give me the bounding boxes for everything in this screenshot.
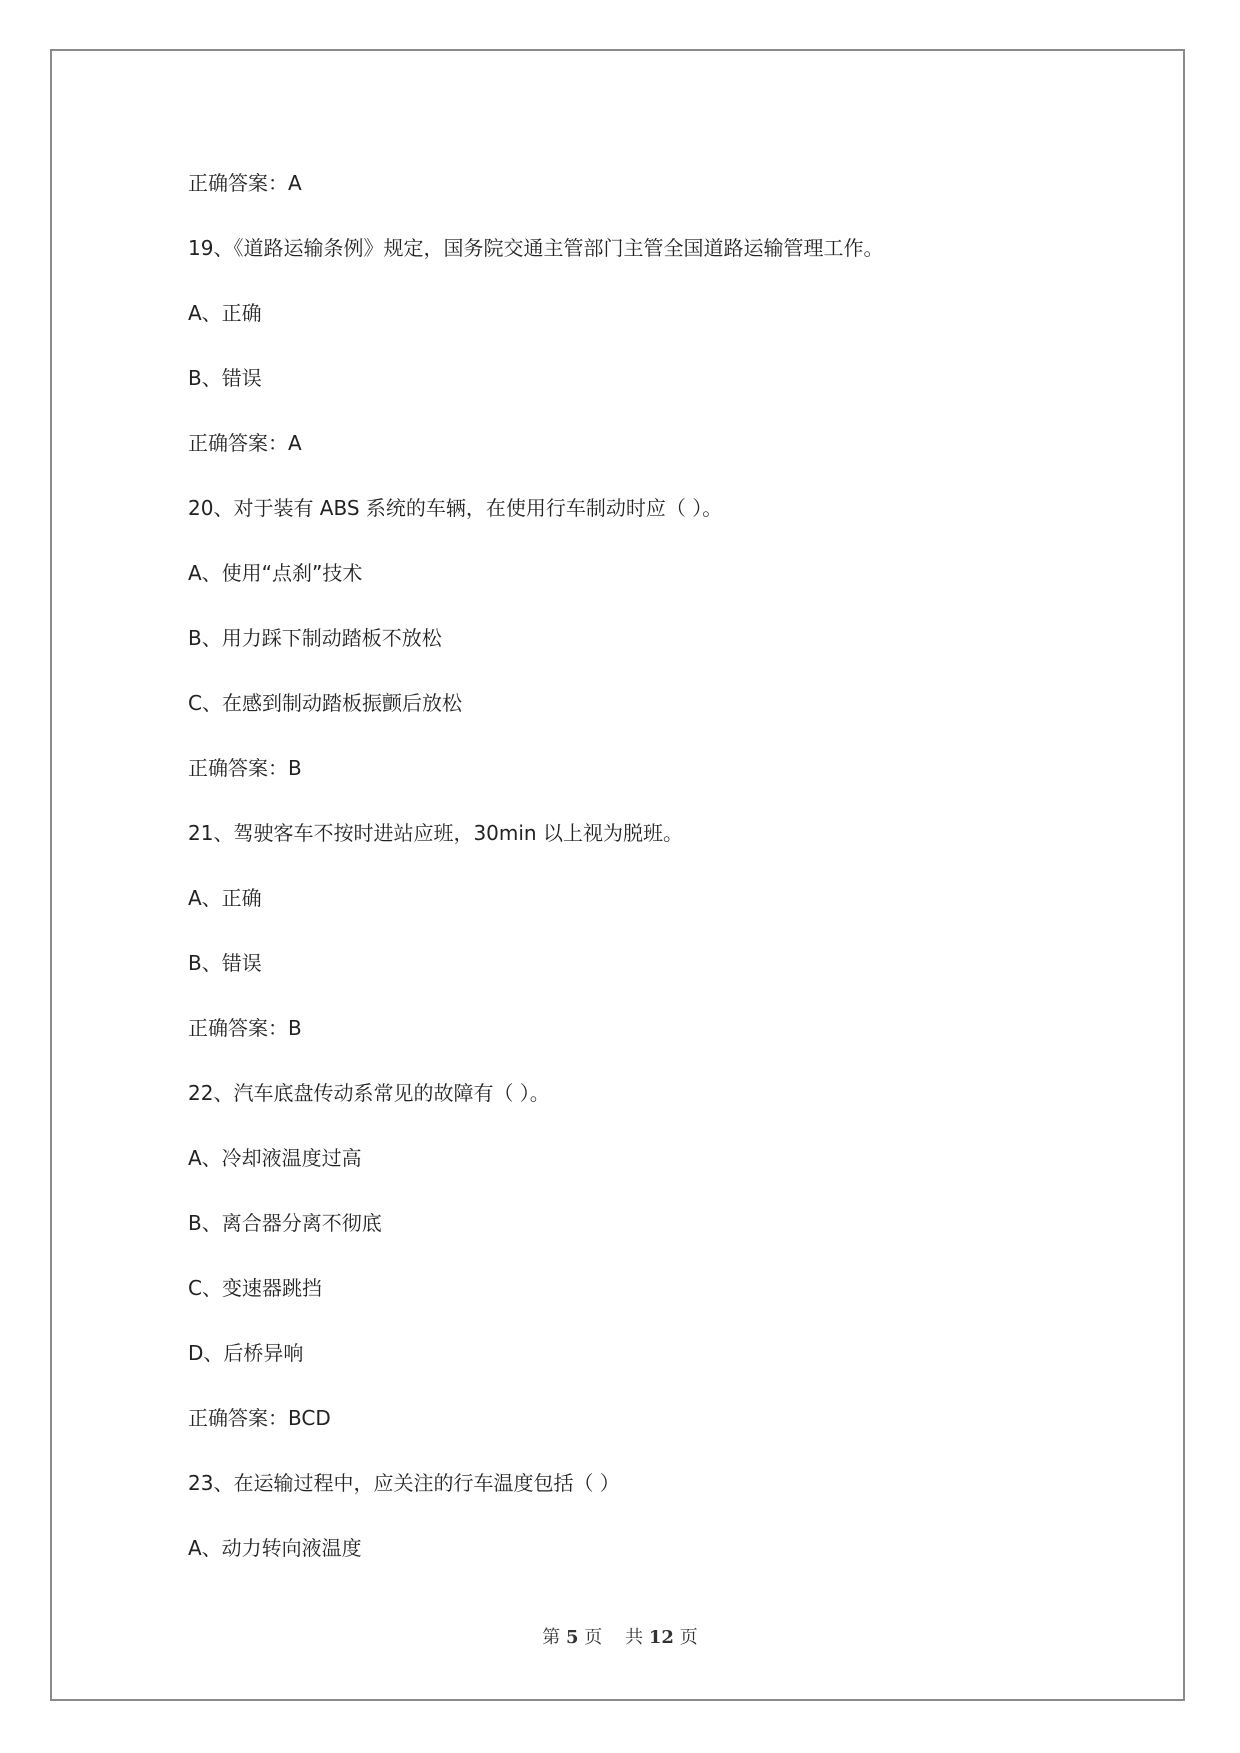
- option-line: A、动力转向液温度: [188, 1536, 362, 1560]
- option-line: B、用力踩下制动踏板不放松: [188, 626, 442, 650]
- option-line: A、使用“点刹”技术: [188, 561, 363, 585]
- option-line: C、变速器跳挡: [188, 1276, 322, 1300]
- option-line: A、冷却液温度过高: [188, 1146, 362, 1170]
- answer-line: 正确答案：A: [188, 171, 302, 195]
- question-20: 20、对于装有 ABS 系统的车辆，在使用行车制动时应（ ）。: [188, 496, 723, 520]
- answer-line: 正确答案：B: [188, 1016, 302, 1040]
- option-line: B、错误: [188, 951, 262, 975]
- question-19: 19、《道路运输条例》规定，国务院交通主管部门主管全国道路运输管理工作。: [188, 236, 884, 260]
- option-line: B、错误: [188, 366, 262, 390]
- footer-suffix: 页: [679, 1627, 698, 1648]
- question-21: 21、驾驶客车不按时进站应班，30min 以上视为脱班。: [188, 821, 683, 845]
- footer-prefix: 第: [542, 1627, 561, 1648]
- question-23: 23、在运输过程中，应关注的行车温度包括（ ）: [188, 1471, 620, 1495]
- option-line: A、正确: [188, 886, 262, 910]
- footer-middle: 页 共: [584, 1627, 644, 1648]
- option-line: C、在感到制动踏板振颤后放松: [188, 691, 462, 715]
- option-line: B、离合器分离不彻底: [188, 1211, 382, 1235]
- footer-total-pages: 12: [648, 1627, 674, 1648]
- answer-line: 正确答案：B: [188, 756, 302, 780]
- footer-current-page: 5: [566, 1627, 579, 1648]
- option-line: D、后桥异响: [188, 1341, 304, 1365]
- page-footer: [0, 1623, 1240, 1649]
- answer-line: 正确答案：A: [188, 431, 302, 455]
- option-line: A、正确: [188, 301, 262, 325]
- question-22: 22、汽车底盘传动系常见的故障有（ ）。: [188, 1081, 550, 1105]
- answer-line: 正确答案：BCD: [188, 1406, 331, 1430]
